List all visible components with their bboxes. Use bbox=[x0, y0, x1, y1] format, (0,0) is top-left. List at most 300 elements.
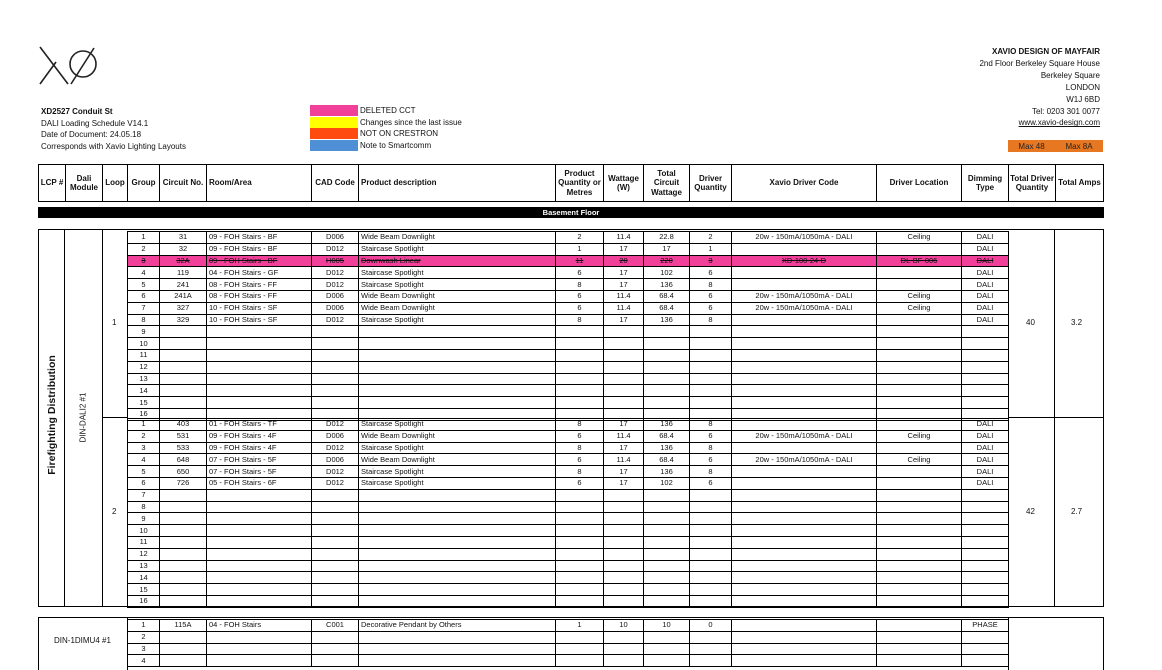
table-cell bbox=[644, 655, 690, 667]
table-cell bbox=[732, 314, 877, 326]
table-cell: 220 bbox=[644, 255, 690, 267]
table-cell: 09 - FOH Stairs - 4F bbox=[207, 442, 312, 454]
table-row bbox=[128, 477, 1009, 489]
table-row bbox=[128, 560, 1009, 572]
table-cell bbox=[312, 655, 359, 667]
table-cell: D012 bbox=[312, 314, 359, 326]
table-cell: 11 bbox=[128, 536, 160, 548]
table-row bbox=[128, 501, 1009, 513]
table-cell: 17 bbox=[604, 243, 644, 255]
color-legend bbox=[310, 105, 462, 151]
table-cell bbox=[962, 385, 1009, 397]
dimmer-module-label: DIN-1DIMU4 #1 bbox=[54, 636, 111, 645]
table-cell bbox=[160, 385, 207, 397]
table-cell: 8 bbox=[690, 279, 732, 291]
table-cell bbox=[732, 373, 877, 385]
table-cell bbox=[312, 560, 359, 572]
header-loop: Loop bbox=[103, 165, 128, 201]
table-cell: 115A bbox=[160, 620, 207, 632]
table-cell bbox=[556, 560, 604, 572]
table-cell bbox=[877, 373, 962, 385]
table-cell: 10 bbox=[644, 620, 690, 632]
table-cell: 09 - FOH Stairs - BF bbox=[207, 232, 312, 244]
table-cell: 6 bbox=[690, 290, 732, 302]
company-address bbox=[979, 46, 1100, 129]
table-row bbox=[128, 290, 1009, 302]
table-row bbox=[128, 572, 1009, 584]
table-cell bbox=[962, 572, 1009, 584]
table-cell bbox=[644, 326, 690, 338]
table-cell: 8 bbox=[128, 501, 160, 513]
table-row bbox=[128, 302, 1009, 314]
table-cell bbox=[207, 536, 312, 548]
table-cell bbox=[962, 643, 1009, 655]
table-cell bbox=[312, 501, 359, 513]
document-date: Date of Document: 24.05.18 bbox=[41, 130, 142, 140]
table-cell: D006 bbox=[312, 290, 359, 302]
loop-1-table bbox=[127, 231, 1009, 421]
table-cell bbox=[359, 373, 556, 385]
table-cell bbox=[556, 548, 604, 560]
table-cell bbox=[604, 525, 644, 537]
table-cell: 13 bbox=[128, 560, 160, 572]
table-cell bbox=[556, 631, 604, 643]
table-cell bbox=[690, 643, 732, 655]
table-cell bbox=[160, 525, 207, 537]
table-cell bbox=[644, 338, 690, 350]
divider bbox=[102, 229, 103, 607]
address-line-2: Berkeley Square bbox=[1040, 70, 1100, 80]
table-cell: Wide Beam Downlight bbox=[359, 430, 556, 442]
table-cell: Staircase Spotlight bbox=[359, 279, 556, 291]
table-cell bbox=[877, 572, 962, 584]
table-cell bbox=[877, 314, 962, 326]
table-cell: DALI bbox=[962, 255, 1009, 267]
table-cell: 17 bbox=[604, 267, 644, 279]
table-cell: Staircase Spotlight bbox=[359, 477, 556, 489]
loop-total-amps: 3.2 bbox=[1071, 318, 1083, 327]
table-cell bbox=[556, 643, 604, 655]
table-cell bbox=[877, 326, 962, 338]
table-cell bbox=[556, 361, 604, 373]
table-cell: 20w - 150mA/1050mA - DALI bbox=[732, 302, 877, 314]
table-cell: 8 bbox=[556, 442, 604, 454]
table-row bbox=[128, 631, 1009, 643]
table-cell bbox=[690, 513, 732, 525]
header-total-driver: Total Driver Quantity bbox=[1009, 165, 1056, 201]
table-cell bbox=[962, 501, 1009, 513]
table-cell: 6 bbox=[690, 302, 732, 314]
table-row bbox=[128, 255, 1009, 267]
table-cell: 10 bbox=[128, 525, 160, 537]
table-cell bbox=[732, 643, 877, 655]
table-cell: 6 bbox=[556, 454, 604, 466]
table-cell bbox=[690, 501, 732, 513]
table-cell bbox=[160, 536, 207, 548]
table-cell bbox=[207, 525, 312, 537]
table-cell bbox=[160, 361, 207, 373]
table-cell: 13 bbox=[128, 373, 160, 385]
table-cell bbox=[359, 489, 556, 501]
table-cell: DALI bbox=[962, 419, 1009, 431]
table-cell: DALI bbox=[962, 454, 1009, 466]
schedule-version: DALI Loading Schedule V14.1 bbox=[41, 118, 149, 128]
table-cell bbox=[359, 525, 556, 537]
table-cell bbox=[962, 513, 1009, 525]
divider bbox=[1008, 417, 1104, 418]
address-line-3: LONDON bbox=[1065, 82, 1100, 92]
table-cell: 6 bbox=[690, 454, 732, 466]
table-cell bbox=[732, 397, 877, 409]
table-cell bbox=[962, 525, 1009, 537]
header-lcp: LCP # bbox=[39, 165, 66, 201]
table-cell: 16 bbox=[128, 595, 160, 607]
header-total-amps: Total Amps bbox=[1058, 178, 1101, 188]
table-cell: 01 - FOH Stairs - TF bbox=[207, 419, 312, 431]
table-header bbox=[38, 164, 1104, 202]
table-cell bbox=[690, 584, 732, 596]
table-cell bbox=[962, 536, 1009, 548]
lcp-label: Firefighting Distribution bbox=[46, 355, 59, 475]
loop-total-amps: 2.7 bbox=[1071, 507, 1083, 516]
table-cell bbox=[160, 373, 207, 385]
table-cell: 726 bbox=[160, 477, 207, 489]
table-cell bbox=[359, 631, 556, 643]
table-cell bbox=[877, 385, 962, 397]
table-cell: 9 bbox=[128, 326, 160, 338]
table-cell bbox=[962, 397, 1009, 409]
table-cell: Staircase Spotlight bbox=[359, 419, 556, 431]
table-cell: DALI bbox=[962, 314, 1009, 326]
table-cell: XD-100-24-D bbox=[732, 255, 877, 267]
table-cell bbox=[732, 513, 877, 525]
header-product: Product description bbox=[359, 165, 556, 201]
table-cell: Staircase Spotlight bbox=[359, 243, 556, 255]
table-cell bbox=[690, 536, 732, 548]
table-cell bbox=[359, 326, 556, 338]
table-cell: 241 bbox=[160, 279, 207, 291]
table-cell bbox=[962, 338, 1009, 350]
table-cell bbox=[359, 643, 556, 655]
table-cell: Ceiling bbox=[877, 454, 962, 466]
table-cell: 2 bbox=[128, 430, 160, 442]
table-cell bbox=[556, 385, 604, 397]
table-cell bbox=[207, 501, 312, 513]
table-row bbox=[128, 655, 1009, 667]
table-row bbox=[128, 349, 1009, 361]
table-cell bbox=[877, 595, 962, 607]
table-cell bbox=[962, 361, 1009, 373]
table-cell: 6 bbox=[128, 477, 160, 489]
table-cell: 4 bbox=[128, 655, 160, 667]
table-cell: 16 bbox=[128, 408, 160, 420]
table-cell bbox=[207, 572, 312, 584]
table-row bbox=[128, 536, 1009, 548]
table-row bbox=[128, 361, 1009, 373]
table-cell bbox=[962, 560, 1009, 572]
table-cell: 6 bbox=[690, 477, 732, 489]
table-cell bbox=[160, 631, 207, 643]
table-cell: 6 bbox=[556, 430, 604, 442]
table-cell: 8 bbox=[690, 466, 732, 478]
table-cell: 05 - FOH Stairs - 6F bbox=[207, 477, 312, 489]
table-cell bbox=[877, 513, 962, 525]
table-cell: 8 bbox=[128, 314, 160, 326]
table-row bbox=[128, 442, 1009, 454]
table-cell bbox=[359, 655, 556, 667]
table-cell: Wide Beam Downlight bbox=[359, 290, 556, 302]
table-cell: 09 - FOH Stairs - BF bbox=[207, 243, 312, 255]
table-cell bbox=[556, 525, 604, 537]
table-cell: 68.4 bbox=[644, 302, 690, 314]
table-cell: 31 bbox=[160, 232, 207, 244]
table-cell bbox=[207, 631, 312, 643]
table-cell: 17 bbox=[604, 279, 644, 291]
table-cell bbox=[556, 326, 604, 338]
header-driver-qty: Driver Quantity bbox=[690, 165, 732, 201]
table-cell bbox=[556, 513, 604, 525]
table-cell bbox=[160, 489, 207, 501]
table-cell: 17 bbox=[604, 442, 644, 454]
table-cell bbox=[312, 525, 359, 537]
table-cell: 11.4 bbox=[604, 302, 644, 314]
table-cell: 04 - FOH Stairs bbox=[207, 620, 312, 632]
table-cell: 241A bbox=[160, 290, 207, 302]
table-cell: D006 bbox=[312, 302, 359, 314]
table-cell bbox=[877, 525, 962, 537]
table-row bbox=[128, 232, 1009, 244]
table-cell: 533 bbox=[160, 442, 207, 454]
company-name: XAVIO DESIGN OF MAYFAIR bbox=[991, 47, 1100, 56]
table-cell bbox=[732, 525, 877, 537]
table-cell bbox=[644, 631, 690, 643]
table-cell bbox=[732, 361, 877, 373]
table-cell bbox=[604, 513, 644, 525]
table-cell: 6 bbox=[556, 267, 604, 279]
table-cell bbox=[644, 536, 690, 548]
table-row bbox=[128, 525, 1009, 537]
header-dimming: Dimming Type bbox=[962, 165, 1009, 201]
table-cell bbox=[207, 326, 312, 338]
table-cell: H005 bbox=[312, 255, 359, 267]
table-cell bbox=[877, 361, 962, 373]
table-cell bbox=[604, 572, 644, 584]
table-cell: 20w - 150mA/1050mA - DALI bbox=[732, 232, 877, 244]
table-cell: 11.4 bbox=[604, 454, 644, 466]
table-cell bbox=[207, 397, 312, 409]
header-wattage: Wattage (W) bbox=[604, 165, 644, 201]
table-cell bbox=[207, 513, 312, 525]
table-row bbox=[128, 548, 1009, 560]
table-cell: 6 bbox=[690, 430, 732, 442]
table-cell: 4 bbox=[128, 267, 160, 279]
table-cell bbox=[644, 548, 690, 560]
table-cell bbox=[732, 572, 877, 584]
table-cell: 11.4 bbox=[604, 430, 644, 442]
table-cell: DALI bbox=[962, 290, 1009, 302]
corresponds-note: Corresponds with Xavio Lighting Layouts bbox=[41, 141, 186, 151]
table-cell: 1 bbox=[128, 419, 160, 431]
table-cell: 2 bbox=[556, 232, 604, 244]
table-cell bbox=[207, 373, 312, 385]
table-cell: 22.8 bbox=[644, 232, 690, 244]
table-cell bbox=[877, 397, 962, 409]
table-cell bbox=[312, 595, 359, 607]
table-cell bbox=[604, 349, 644, 361]
table-cell bbox=[556, 655, 604, 667]
table-cell: 11.4 bbox=[604, 232, 644, 244]
table-cell bbox=[359, 349, 556, 361]
table-cell: 10 - FOH Stairs - SF bbox=[207, 314, 312, 326]
table-cell: 1 bbox=[556, 620, 604, 632]
table-cell: 8 bbox=[690, 442, 732, 454]
table-cell bbox=[359, 338, 556, 350]
table-cell bbox=[160, 595, 207, 607]
table-cell: DALI bbox=[962, 466, 1009, 478]
header-dali-module: Dali Module bbox=[66, 165, 103, 201]
table-cell: DALI bbox=[962, 243, 1009, 255]
table-cell: 20w - 150mA/1050mA - DALI bbox=[732, 430, 877, 442]
table-row bbox=[128, 397, 1009, 409]
table-cell bbox=[962, 349, 1009, 361]
legend-label: DELETED CCT bbox=[360, 106, 416, 116]
table-cell: 10 - FOH Stairs - SF bbox=[207, 302, 312, 314]
table-cell: 17 bbox=[604, 419, 644, 431]
table-cell bbox=[207, 349, 312, 361]
table-cell bbox=[732, 442, 877, 454]
table-cell: D006 bbox=[312, 454, 359, 466]
table-cell: Ceiling bbox=[877, 302, 962, 314]
table-cell: DALI bbox=[962, 279, 1009, 291]
divider bbox=[102, 417, 127, 418]
table-row bbox=[128, 373, 1009, 385]
table-cell bbox=[690, 572, 732, 584]
table-cell bbox=[312, 349, 359, 361]
table-cell bbox=[556, 572, 604, 584]
table-cell: 2 bbox=[690, 232, 732, 244]
table-cell bbox=[604, 584, 644, 596]
table-cell: 136 bbox=[644, 279, 690, 291]
table-cell bbox=[604, 489, 644, 501]
table-cell bbox=[604, 385, 644, 397]
table-cell bbox=[160, 584, 207, 596]
table-cell bbox=[732, 338, 877, 350]
table-cell: 650 bbox=[160, 466, 207, 478]
table-cell bbox=[160, 643, 207, 655]
table-cell: 4 bbox=[128, 454, 160, 466]
table-cell bbox=[732, 279, 877, 291]
table-cell bbox=[877, 655, 962, 667]
table-cell bbox=[962, 548, 1009, 560]
table-cell bbox=[312, 373, 359, 385]
table-cell: Staircase Spotlight bbox=[359, 267, 556, 279]
table-cell bbox=[160, 572, 207, 584]
table-cell bbox=[160, 548, 207, 560]
table-cell: 6 bbox=[556, 302, 604, 314]
table-cell bbox=[690, 489, 732, 501]
table-cell: 6 bbox=[690, 267, 732, 279]
table-cell bbox=[877, 279, 962, 291]
legend-swatch bbox=[310, 140, 358, 151]
table-cell bbox=[604, 536, 644, 548]
table-cell bbox=[359, 501, 556, 513]
table-cell bbox=[732, 584, 877, 596]
table-cell bbox=[312, 397, 359, 409]
table-cell bbox=[207, 361, 312, 373]
table-cell bbox=[732, 655, 877, 667]
table-cell bbox=[312, 489, 359, 501]
header-total-wattage: Total Circuit Wattage bbox=[644, 165, 690, 201]
table-cell bbox=[644, 643, 690, 655]
table-cell: 7 bbox=[128, 489, 160, 501]
table-cell: 68.4 bbox=[644, 430, 690, 442]
table-cell bbox=[359, 536, 556, 548]
table-cell: 17 bbox=[644, 243, 690, 255]
table-cell: 17 bbox=[604, 477, 644, 489]
table-cell: 403 bbox=[160, 419, 207, 431]
table-cell bbox=[644, 349, 690, 361]
table-row bbox=[128, 279, 1009, 291]
table-cell: 9 bbox=[128, 513, 160, 525]
table-cell: 136 bbox=[644, 314, 690, 326]
header-circuit: Circuit No. bbox=[160, 165, 207, 201]
table-cell bbox=[207, 548, 312, 560]
table-row bbox=[128, 314, 1009, 326]
legend-label: Note to Smartcomm bbox=[360, 141, 432, 151]
table-cell bbox=[877, 536, 962, 548]
table-cell bbox=[644, 513, 690, 525]
website-link[interactable]: www.xavio-design.com bbox=[1018, 118, 1100, 128]
table-cell: D006 bbox=[312, 430, 359, 442]
table-row bbox=[128, 513, 1009, 525]
legend-swatch bbox=[310, 117, 358, 128]
table-cell: Ceiling bbox=[877, 232, 962, 244]
table-cell: 08 - FOH Stairs - FF bbox=[207, 279, 312, 291]
table-cell bbox=[877, 620, 962, 632]
table-cell: 12 bbox=[128, 361, 160, 373]
table-cell bbox=[359, 385, 556, 397]
table-cell: 08 - FOH Stairs - FF bbox=[207, 290, 312, 302]
table-cell: DALI bbox=[962, 442, 1009, 454]
table-row bbox=[128, 430, 1009, 442]
table-cell: 15 bbox=[128, 397, 160, 409]
address-line-4: W1J 6BD bbox=[1066, 94, 1100, 104]
table-cell: 17 bbox=[604, 314, 644, 326]
table-cell: 3 bbox=[128, 643, 160, 655]
table-cell bbox=[207, 385, 312, 397]
table-row bbox=[128, 338, 1009, 350]
table-cell bbox=[877, 501, 962, 513]
table-cell bbox=[604, 560, 644, 572]
table-cell: 136 bbox=[644, 466, 690, 478]
table-cell bbox=[877, 466, 962, 478]
table-cell bbox=[877, 548, 962, 560]
table-cell: 17 bbox=[604, 466, 644, 478]
table-cell bbox=[962, 326, 1009, 338]
table-cell bbox=[690, 397, 732, 409]
dali-module-label: DIN-DALI2 #1 bbox=[78, 392, 88, 442]
table-cell: 07 - FOH Stairs - 5F bbox=[207, 454, 312, 466]
table-cell bbox=[877, 631, 962, 643]
table-cell bbox=[312, 326, 359, 338]
table-cell bbox=[644, 385, 690, 397]
table-cell: D012 bbox=[312, 267, 359, 279]
address-line-1: 2nd Floor Berkeley Square House bbox=[979, 58, 1100, 68]
table-cell bbox=[877, 243, 962, 255]
table-cell bbox=[207, 643, 312, 655]
table-cell bbox=[160, 349, 207, 361]
table-cell bbox=[604, 373, 644, 385]
